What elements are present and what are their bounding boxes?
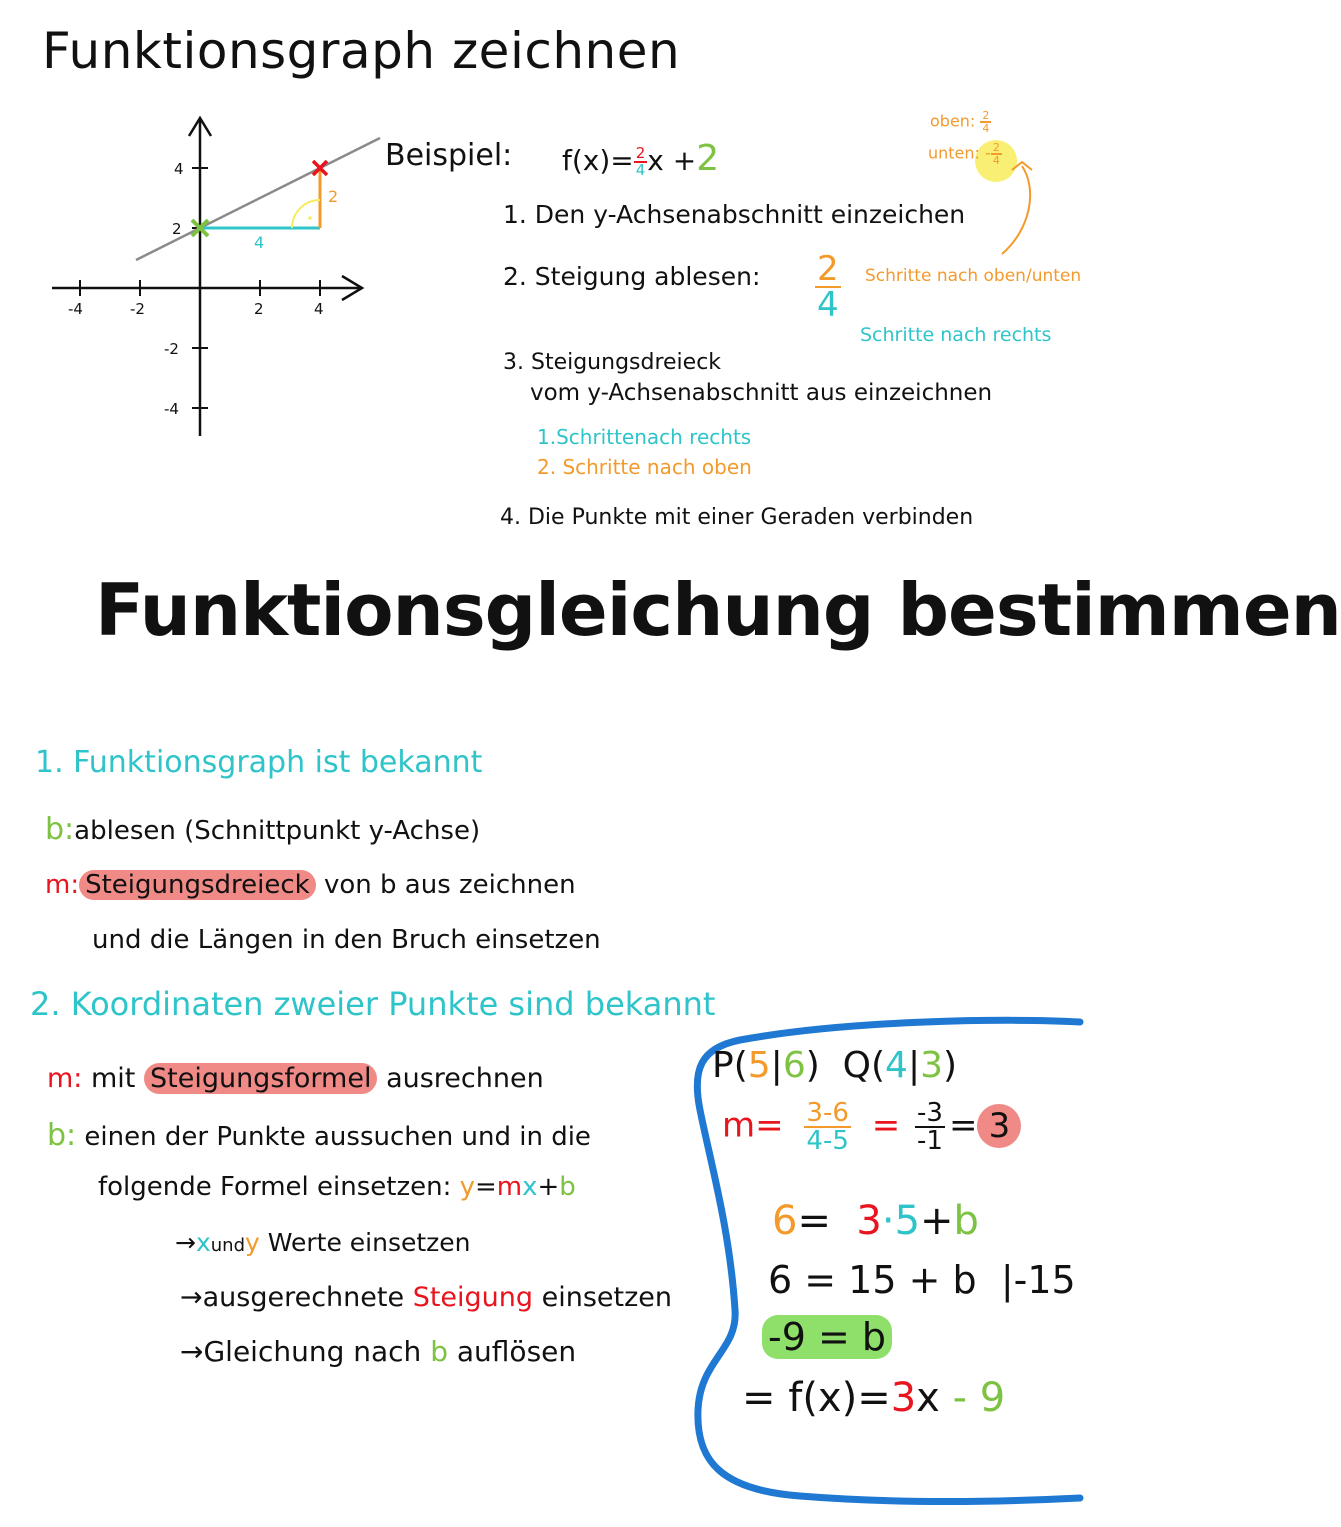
step-2-right-text: Schritte nach rechts [860,324,1052,346]
section-2-formula-line: folgende Formel einsetzen: y=mx+b [98,1172,576,1202]
section-1-m-line [45,870,576,900]
box-line-1: 6= 3·5+b [772,1198,979,1244]
section-1-heading: 1. Funktionsgraph ist bekannt [35,745,483,780]
box-line-2: 6 = 15 + b |-15 [768,1258,1076,1302]
note-arrow [990,150,1050,270]
section-2-b-text-2: folgende Formel einsetzen: [98,1172,452,1202]
section-2-m-post: ausrechnen [386,1063,544,1094]
triangle-run-label: 4 [254,233,265,252]
section-1-m-highlight: Steigungsdreieck [79,870,316,900]
section-2-arrow-1: →xundy Werte einsetzen [175,1228,471,1257]
step-3-sub-2: 2. Schritte nach oben [537,455,752,479]
section-2-arrow-3: →Gleichung nach b auflösen [180,1335,577,1368]
y-tick-label: 2 [172,220,182,238]
example-label: Beispiel: [385,138,513,173]
step-2-up-text: Schritte nach oben/unten [865,266,1082,286]
page-title-top: Funktionsgraph zeichnen [42,22,681,80]
note-unten-fraction: $\frac{2}{4}$ [992,141,1000,167]
box-fraction-1: $\frac{3-6}{4-5}$ [806,1098,849,1156]
right-angle-mark [292,200,320,228]
example-plus: + [672,144,697,177]
note-oben: oben: $\frac{2}{4}$ [930,109,990,135]
section-1-m-label: m: [45,870,80,900]
box-slope-line: m= $\frac{3-6}{4-5}$ = $\frac{-3}{-1}$ = 3 [722,1100,1021,1154]
section-1-b-line [45,812,480,847]
example-f-prefix: f(x)= [562,144,634,177]
step-2: 2. Steigung ablesen: [503,262,761,291]
section-2-b-label: b: [47,1118,77,1153]
box-points: P(5|6) Q(4|3) [712,1045,958,1086]
step-2-fraction: $\frac{2}{4}$ [817,249,839,325]
y-tick-label: -4 [164,400,179,418]
note-oben-fraction: $\frac{2}{4}$ [982,109,990,135]
x-tick-label: -4 [68,300,83,318]
section-2-b-line [47,1118,591,1153]
section-1-b-label: b: [45,812,75,847]
y-tick-label: 4 [174,160,184,178]
x-tick-label: -2 [130,300,145,318]
step-3-b: vom y-Achsenabschnitt aus einzeichnen [530,380,993,406]
step-1: 1. Den y-Achsenabschnitt einzeichen [503,200,966,229]
box-slope-result: 3 [977,1104,1021,1148]
example-x: x [647,144,664,177]
x-tick-label: 4 [314,300,324,318]
x-tick-label: 2 [254,300,264,318]
example-slope-fraction: $\frac{2}{4}$ [635,144,646,179]
example-function [562,138,719,179]
step-4: 4. Die Punkte mit einer Geraden verbinden [500,505,974,530]
section-2-m-line [47,1063,544,1094]
section-2-arrow-2: →ausgerechnete Steigung einsetzen [180,1282,673,1313]
section-1-m-text: von b aus zeichnen [323,870,576,900]
note-unten: unten: - $\frac{2}{4}$ [928,141,1000,167]
example-intercept: 2 [696,138,720,179]
section-1-b-text: ablesen (Schnittpunkt y-Achse) [74,816,481,846]
section-2-m-highlight: Steigungsformel [144,1063,377,1094]
step-3-a: 3. Steigungsdreieck [503,350,722,375]
section-2-m-pre: mit [91,1063,136,1094]
page-title-main: Funktionsgleichung bestimmen [95,568,1341,652]
y-tick-label: -2 [164,340,179,358]
box-result: = f(x)=3x - 9 [742,1375,1006,1421]
step-3-sub-1: 1.Schrittenach rechts [537,425,752,449]
section-2-heading: 2. Koordinaten zweier Punkte sind bekannt [30,985,716,1023]
coordinate-graph [40,110,400,450]
section-2-m-label: m: [47,1063,83,1094]
section-1-m-text-2: und die Längen in den Bruch einsetzen [92,925,601,955]
box-line-3: -9 = b [762,1315,892,1359]
triangle-rise-label: 2 [328,187,339,206]
section-2-b-text: einen der Punkte aussuchen und in die [84,1122,591,1152]
box-fraction-2: $\frac{-3}{-1}$ [917,1098,943,1156]
